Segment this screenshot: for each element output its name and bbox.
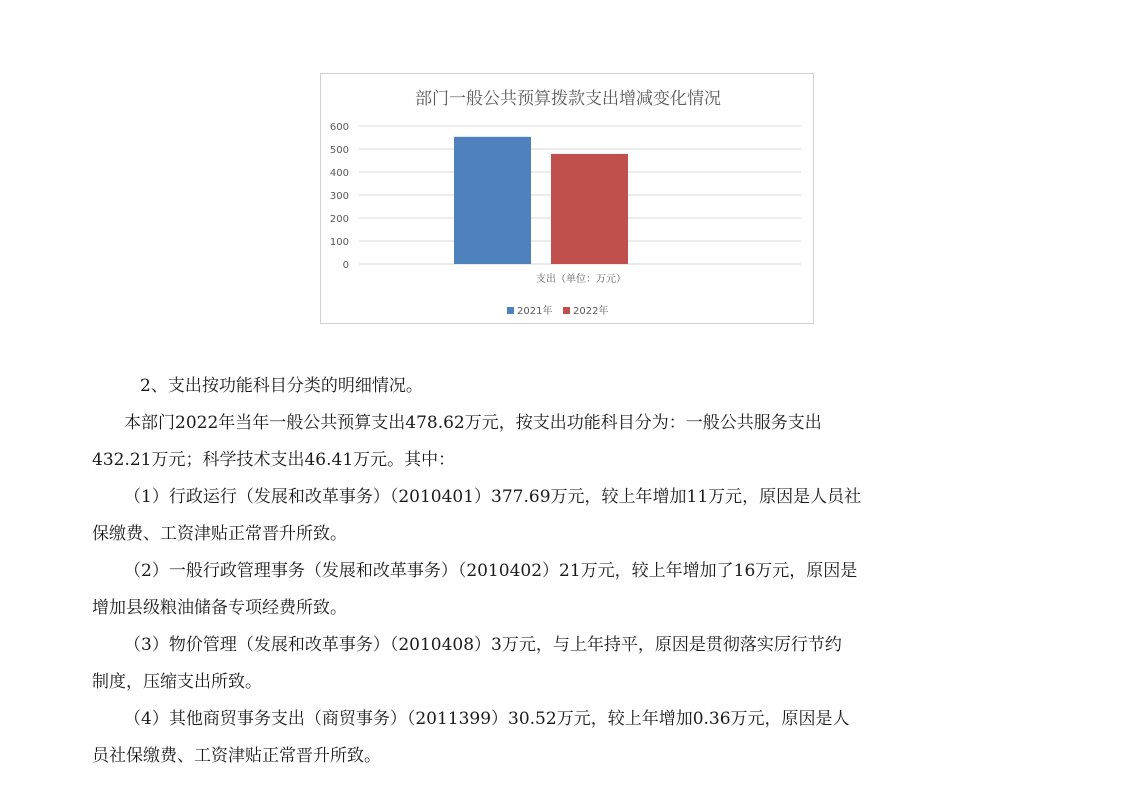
- expenditure-change-chart: [320, 73, 814, 324]
- y-tick-label: 300: [329, 191, 349, 202]
- paragraph-line: （4）其他商贸事务支出（商贸事务）（2011399）30.52万元，较上年增加0.36万元，原因是人: [124, 709, 850, 729]
- chart-canvas: [321, 74, 815, 325]
- y-tick-label: 400: [329, 168, 349, 179]
- paragraph-line: （2）一般行政管理事务（发展和改革事务）（2010402）21万元，较上年增加了16万元，原因是: [124, 561, 858, 581]
- chart-title: 部门一般公共预算拨款支出增减变化情况: [415, 89, 721, 109]
- bar-2021年: [454, 137, 531, 264]
- chart-bars: [454, 137, 628, 264]
- section-heading: 2、支出按功能科目分类的明细情况。: [140, 376, 423, 396]
- y-tick-label: 500: [329, 145, 349, 156]
- legend-swatch: [563, 307, 570, 314]
- paragraph-line: （3）物价管理（发展和改革事务）（2010408）3万元，与上年持平，原因是贯彻落实厉行节约: [124, 635, 842, 655]
- y-tick-label: 0: [342, 260, 349, 271]
- y-tick-label: 200: [329, 214, 349, 225]
- paragraph-line: 保缴费、工资津贴正常晋升所致。: [92, 524, 347, 544]
- paragraph-line: 本部门2022年当年一般公共预算支出478.62万元，按支出功能科目分为：一般公共服务支出: [124, 413, 822, 433]
- bar-2022年: [551, 154, 628, 264]
- y-tick-label: 600: [329, 122, 349, 133]
- legend-label: 2021年: [517, 306, 553, 317]
- body-text: [92, 368, 1032, 775]
- legend-swatch: [507, 307, 514, 314]
- paragraph-line: 员社保缴费、工资津贴正常晋升所致。: [92, 746, 381, 766]
- paragraph-line: 增加县级粮油储备专项经费所致。: [92, 598, 347, 618]
- paragraph-line: （1）行政运行（发展和改革事务）（2010401）377.69万元，较上年增加11万元，原因是人员社: [124, 487, 862, 507]
- paragraph-line: 制度，压缩支出所致。: [92, 672, 262, 692]
- paragraph-line: 432.21万元；科学技术支出46.41万元。其中：: [92, 450, 456, 470]
- legend-label: 2022年: [573, 306, 609, 317]
- x-axis-category-label: 支出（单位：万元）: [536, 274, 626, 285]
- chart-y-ticks: [330, 122, 349, 271]
- y-tick-label: 100: [329, 237, 349, 248]
- chart-legend: [507, 304, 608, 317]
